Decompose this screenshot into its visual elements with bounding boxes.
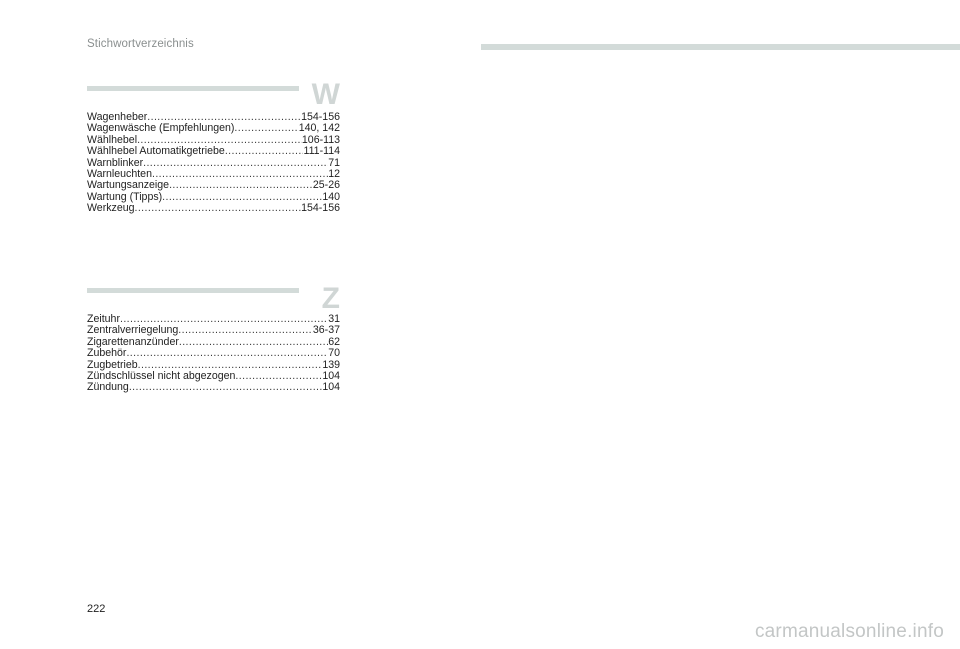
entry-term: Wagenheber [87, 112, 148, 123]
section-w-rule [87, 86, 299, 91]
index-entry [87, 348, 340, 359]
dot-leader [179, 337, 328, 348]
dot-leader [235, 371, 322, 382]
entry-term: Zentralverriegelung [87, 325, 179, 337]
entry-page: 106-113 [301, 134, 340, 146]
index-entry [87, 382, 340, 393]
dot-leader [120, 314, 328, 325]
index-entry [87, 135, 340, 146]
index-entry [87, 112, 340, 123]
entry-term: Zigarettenanzünder [87, 336, 179, 348]
entry-page: 104 [322, 370, 340, 382]
index-entry [87, 337, 340, 348]
dot-leader [178, 325, 313, 336]
section-w-letter: W [311, 78, 340, 111]
entry-term: Wartungsanzeige [87, 180, 170, 192]
entry-page: 154-156 [301, 203, 340, 215]
dot-leader [225, 146, 304, 157]
entry-page: 140 [322, 191, 340, 203]
dot-leader [147, 112, 301, 123]
dot-leader [143, 158, 328, 169]
page-header-title: Stichwortverzeichnis [87, 38, 194, 50]
dot-leader [162, 192, 322, 203]
entry-page: 139 [322, 359, 340, 371]
entry-term: Zündung [87, 382, 129, 394]
entry-page: 36-37 [312, 325, 340, 337]
dot-leader [135, 203, 302, 214]
entry-page: 31 [328, 314, 340, 325]
entry-term: Warnblinker [87, 157, 144, 169]
dot-leader [129, 382, 322, 393]
index-entry [87, 314, 340, 325]
entry-page: 71 [328, 157, 340, 169]
index-entry [87, 169, 340, 180]
entry-page: 140, 142 [298, 123, 340, 135]
dot-leader [126, 348, 328, 359]
dot-leader [138, 360, 323, 371]
entry-term: Wählhebel [87, 134, 138, 146]
entry-term: Zündschlüssel nicht abgezogen [87, 370, 236, 382]
dot-leader [137, 135, 302, 146]
entry-page: 12 [328, 168, 340, 180]
index-entry [87, 325, 340, 336]
entry-page: 111-114 [303, 146, 340, 158]
index-entry [87, 360, 340, 371]
dot-leader [169, 180, 313, 191]
index-entry [87, 123, 340, 134]
entry-term: Werkzeug [87, 203, 135, 215]
entry-term: Wählhebel Automatikgetriebe [87, 146, 225, 158]
dot-leader [152, 169, 328, 180]
entry-term: Wartung (Tipps) [87, 191, 163, 203]
dot-leader [234, 123, 298, 134]
entry-term: Zugbetrieb [87, 359, 138, 371]
section-z-rule [87, 288, 299, 293]
entry-page: 104 [322, 382, 340, 394]
entry-page: 154-156 [301, 112, 340, 123]
entry-page: 25-26 [312, 180, 340, 192]
entry-term: Zeituhr [87, 314, 120, 325]
section-z-letter: Z [321, 282, 340, 315]
section-w-entries [87, 112, 340, 215]
entry-term: Warnleuchten [87, 168, 152, 180]
entry-page: 70 [328, 348, 340, 360]
index-entry [87, 203, 340, 214]
page-number: 222 [87, 603, 106, 615]
watermark-text: carmanualsonline.info [754, 621, 944, 642]
index-entry [87, 371, 340, 382]
index-entry [87, 180, 340, 191]
entry-term: Zubehör [87, 348, 127, 360]
header-divider-bar [481, 44, 960, 50]
index-entry [87, 158, 340, 169]
entry-page: 62 [328, 336, 340, 348]
entry-term: Wagenwäsche (Empfehlungen) [87, 123, 235, 135]
index-entry [87, 146, 340, 157]
section-z-entries [87, 314, 340, 394]
index-entry [87, 192, 340, 203]
